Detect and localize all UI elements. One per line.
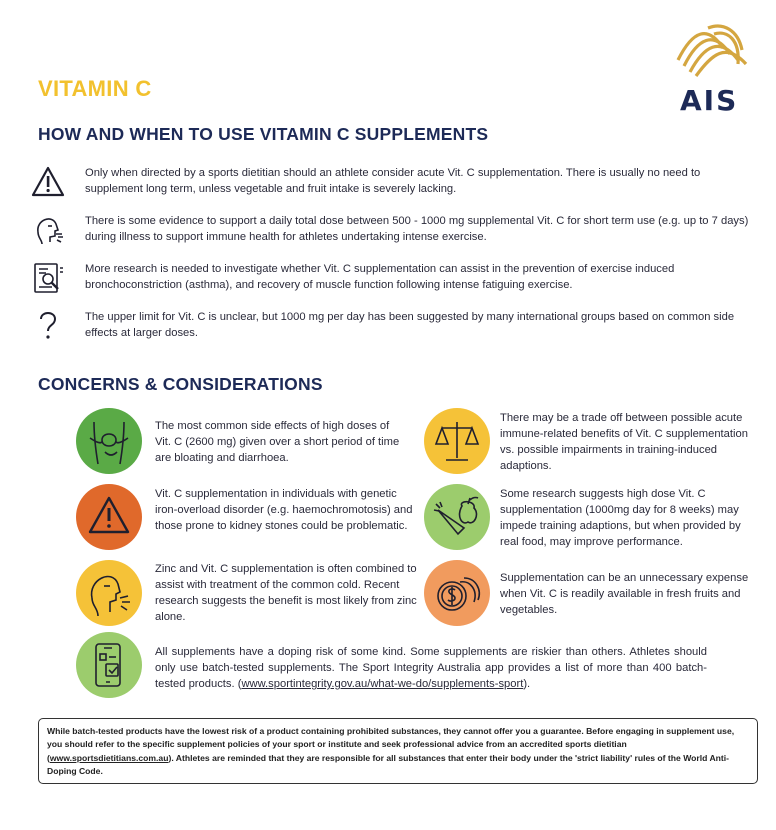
- doping-text-end: ).: [523, 678, 531, 690]
- concern-text: Supplementation can be an unnecessary expense when Vit. C is readily available in fresh fruits and vegetables.: [500, 572, 749, 616]
- stomach-icon: [76, 408, 142, 474]
- use-item: [30, 308, 750, 348]
- warning-triangle-icon: [76, 484, 142, 550]
- coins-icon-circle: [424, 560, 490, 626]
- disclaimer-box: [38, 718, 758, 784]
- fruit-vegetable-icon: [424, 484, 490, 550]
- concern-text: There may be a trade off between possible acute immune-related benefits of Vit. C supplementation vs. possible impairments in training-induced adaptions.: [500, 412, 748, 472]
- use-item: [30, 164, 750, 204]
- concern-text: Some research suggests high dose Vit. C supplementation (1000mg day for 8 weeks) may impede training adaptions, but when provided by real food, may improve performance.: [500, 488, 741, 548]
- doping-text-body: All supplements have a doping risk of some kind. Some supplements are riskier than others. Athletes should only use batch-tested supplements. The Sport Integrity Australia app provides a list of more than 400 batch-tested products. (: [155, 646, 707, 690]
- scales-icon-circle: [424, 408, 490, 474]
- page-title: VITAMIN C: [38, 76, 152, 101]
- sick-person-icon: [30, 212, 66, 248]
- sports-dietitians-link[interactable]: www.sportsdietitians.com.au: [49, 752, 169, 763]
- phone-checklist-icon: [76, 632, 142, 698]
- warning-triangle-icon: [30, 164, 66, 200]
- sport-integrity-link[interactable]: www.sportintegrity.gov.au/what-we-do/supplements-sport: [241, 678, 524, 690]
- doping-risk-text: [155, 644, 707, 692]
- use-item: [30, 260, 750, 300]
- coins-icon: [424, 560, 490, 626]
- disclaimer-text-start: While batch-tested products have the lowest risk of a product containing prohibited substances, they cannot offer you a guarantee. Before engaging in supplement use, you should refer to the specific supplement policies of your sport or institute and seek professional advice from an accredited sports dietitian (: [47, 726, 735, 763]
- concern-text: Vit. C supplementation in individuals with genetic iron-overload disorder (e.g. haemochromotosis) and those prone to kidney stones could be problematic.: [155, 488, 413, 532]
- concerns-section-heading: CONCERNS & CONSIDERATIONS: [38, 374, 323, 394]
- phone-checklist-icon-circle: [76, 632, 142, 698]
- stomach-icon-circle: [76, 408, 142, 474]
- warning-icon-circle: [76, 484, 142, 550]
- sneezing-person-icon-circle: [76, 560, 142, 626]
- ais-logo-text: AIS: [680, 84, 739, 117]
- fruit-vegetable-icon-circle: [424, 484, 490, 550]
- use-item: [30, 212, 750, 252]
- use-item-text: Only when directed by a sports dietitian should an athlete consider acute Vit. C supplementation. There is usually no need to supplement long term, unless vegetable and fruit intake is severely lacking.: [85, 167, 701, 195]
- concern-text: The most common side effects of high doses of Vit. C (2600 mg) given over a short period of time are bloating and diarrhoea.: [155, 420, 400, 464]
- question-mark-icon: [30, 308, 66, 344]
- research-document-icon: [30, 260, 66, 296]
- scales-icon: [424, 408, 490, 474]
- use-item-text: More research is needed to investigate whether Vit. C supplementation can assist in the prevention of exercise induced bronchoconstriction (asthma), and recovery of muscle function following intense fatiguing exercise.: [85, 263, 675, 291]
- use-item-text: The upper limit for Vit. C is unclear, but 1000 mg per day has been suggested by many international groups based on common side effects at larger doses.: [85, 311, 735, 339]
- use-item-text: There is some evidence to support a daily total dose between 500 - 1000 mg supplemental Vit. C for short term use (e.g. up to 7 days) during illness to support immune health for athletes undertaking intense exercise.: [85, 215, 749, 243]
- use-section-heading: HOW AND WHEN TO USE VITAMIN C SUPPLEMENTS: [38, 124, 489, 144]
- sneezing-person-icon: [76, 560, 142, 626]
- disclaimer-text-end: ). Athletes are reminded that they are responsible for all substances that enter their body under the 'strict liability' rules of the World Anti-Doping Code.: [47, 752, 730, 777]
- concern-text: Zinc and Vit. C supplementation is often combined to assist with treatment of the common cold. Recent research suggests the benefit is most likely from zinc alone.: [155, 563, 417, 623]
